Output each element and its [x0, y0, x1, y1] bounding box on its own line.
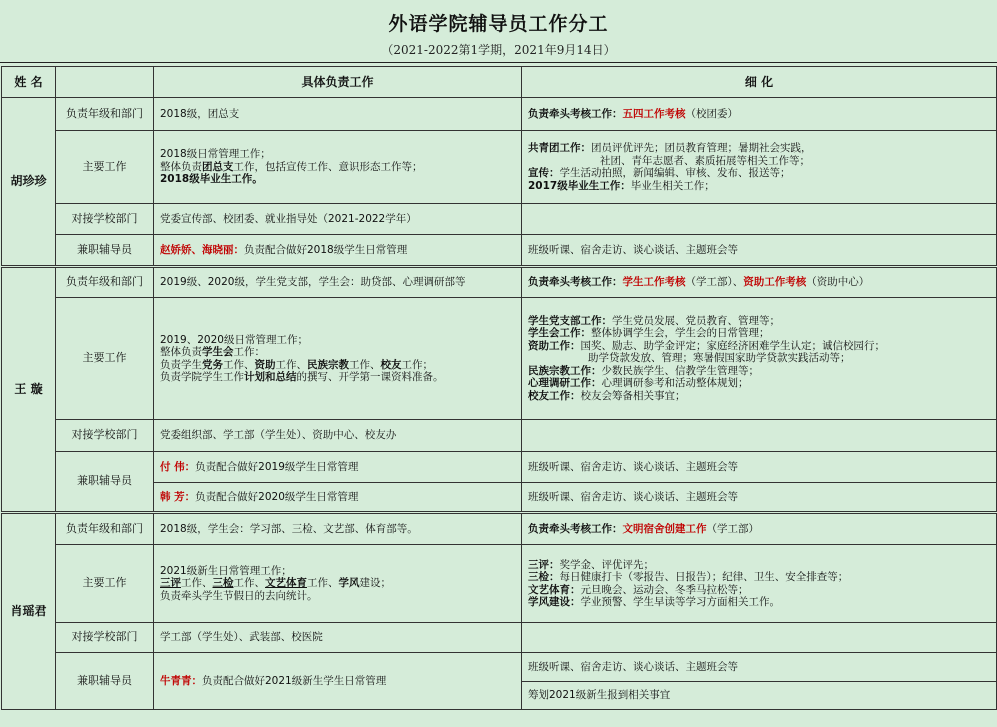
grade-detail-highlight: 文明宿舍创建工作	[622, 522, 707, 535]
part-detail: 筹划2021级新生报到相关事宜	[522, 682, 997, 710]
grade-value: 2018级，学生会：学习部、三检、文艺部、体育部等。	[154, 513, 522, 545]
title-block	[0, 0, 997, 63]
grade-label: 负责年级和部门	[56, 267, 154, 298]
table-row	[2, 98, 997, 131]
main-line: 负责学院学生工作计划和总结的撰写、开学第一课资料准备。	[160, 371, 444, 383]
main-work	[154, 131, 522, 204]
detail-line: 校友工作：校友会筹备相关事宜；	[528, 389, 686, 402]
grade-value: 2019级、2020级，学生党支部，学生会：助贷部、心理调研部等	[154, 267, 522, 298]
main-line: 整体负责团总支工作，包括宣传工作、意识形态工作等；	[160, 160, 423, 173]
detail-line: 三评：奖学金、评优评先；	[528, 558, 654, 571]
detail-line: 资助工作：国奖、励志、助学金评定；家庭经济困难学生认定；诚信校园行；	[528, 339, 885, 352]
person-name: 肖瑶君	[2, 513, 56, 710]
part-person: 赵娇娇、海晓丽：	[160, 243, 244, 256]
part-value: 韩 芳：负责配合做好2020级学生日常管理	[154, 483, 522, 513]
grade-detail-highlight: 资助工作考核	[743, 276, 807, 289]
detail-line: 共青团工作：团员评优评先；团员教育管理；暑期社会实践，	[528, 142, 812, 154]
main-label: 主要工作	[56, 545, 154, 623]
detail-line: 文艺体育：元旦晚会、运动会、冬季马拉松等；	[528, 583, 749, 596]
grade-detail-suffix: （校团委）	[685, 107, 738, 120]
dock-detail	[522, 204, 997, 235]
detail-line: 社团、青年志愿者、素质拓展等相关工作等；	[600, 154, 810, 167]
grade-detail-highlight: 五四工作考核	[622, 107, 686, 120]
duty-table	[1, 66, 997, 710]
main-detail	[522, 298, 997, 420]
part-label: 兼职辅导员	[56, 235, 154, 267]
part-label: 兼职辅导员	[56, 452, 154, 513]
main-line: 负责学生党务工作、资助工作、民族宗教工作、校友工作；	[160, 358, 433, 371]
page-subtitle: （2021-2022第1学期，2021年9月14日）	[381, 43, 616, 57]
table-row	[2, 545, 997, 623]
grade-detail	[522, 98, 997, 131]
part-person: 韩 芳：	[160, 490, 196, 503]
table-row	[2, 298, 997, 420]
table-row	[2, 235, 997, 267]
part-value: 赵娇娇、海晓丽：负责配合做好2018级学生日常管理	[154, 235, 522, 267]
detail-line: 心理调研工作：心理调研参考和活动整体规划；	[528, 377, 749, 390]
dock-value: 学工部（学生处）、武装部、校医院	[154, 623, 522, 653]
part-detail: 班级听课、宿舍走访、谈心谈话、主题班会等	[522, 653, 997, 682]
dock-value: 党委组织部、学工部（学生处）、资助中心、校友办	[154, 420, 522, 452]
dock-label: 对接学校部门	[56, 204, 154, 235]
grade-detail: 负责牵头考核工作：文明宿舍创建工作（学工部）	[522, 513, 997, 545]
main-line: 负责牵头学生节假日的去向统计。	[160, 589, 318, 602]
detail-line: 助学贷款发放、管理；寒暑假国家助学贷款实践活动等；	[588, 352, 851, 365]
part-value: 付 伟：负责配合做好2019级学生日常管理	[154, 452, 522, 483]
table-row	[2, 131, 997, 204]
part-value: 牛青青：负责配合做好2021级新生学生日常管理	[154, 653, 522, 710]
header-detail: 细 化	[522, 67, 997, 98]
dock-value: 党委宣传部、校团委、就业指导处（2021-2022学年）	[154, 204, 522, 235]
part-detail: 班级听课、宿舍走访、谈心谈话、主题班会等	[522, 483, 997, 513]
main-detail	[522, 545, 997, 623]
main-line: 2021级新生日常管理工作；	[160, 564, 292, 577]
header-blank	[56, 67, 154, 98]
dock-label: 对接学校部门	[56, 623, 154, 653]
header-work: 具体负责工作	[154, 67, 522, 98]
grade-label: 负责年级和部门	[56, 98, 154, 131]
main-line: 2018级毕业生工作。	[160, 173, 263, 186]
table-row	[2, 513, 997, 545]
page-title: 外语学院辅导员工作分工	[388, 13, 609, 35]
main-line: 2018级日常管理工作；	[160, 148, 271, 161]
part-detail: 班级听课、宿舍走访、谈心谈话、主题班会等	[522, 235, 997, 267]
person-name: 王 璇	[2, 267, 56, 513]
dock-detail	[522, 623, 997, 653]
table-row	[2, 204, 997, 235]
grade-detail: 负责牵头考核工作：学生工作考核（学工部）、资助工作考核（资助中心）	[522, 267, 997, 298]
part-person: 牛青青：	[160, 674, 202, 687]
main-label: 主要工作	[56, 131, 154, 204]
main-detail	[522, 131, 997, 204]
main-line: 整体负责学生会工作：	[160, 346, 265, 358]
main-work	[154, 298, 522, 420]
detail-line: 学生党支部工作：学生党员发展、党员教育、管理等；	[528, 314, 780, 327]
part-detail: 班级听课、宿舍走访、谈心谈话、主题班会等	[522, 452, 997, 483]
person-name: 胡珍珍	[2, 98, 56, 267]
main-label: 主要工作	[56, 298, 154, 420]
table-row	[2, 623, 997, 653]
table-row	[2, 653, 997, 682]
part-person: 付 伟：	[160, 460, 196, 473]
grade-detail-prefix: 负责牵头考核工作：	[528, 107, 623, 120]
table-row	[2, 267, 997, 298]
detail-line: 民族宗教工作：少数民族学生、信教学生管理等；	[528, 364, 759, 377]
main-line: 三评工作、三检工作、文艺体育工作、学风建设；	[160, 577, 391, 590]
main-work	[154, 545, 522, 623]
detail-line: 学风建设：学业预警、学生早读等学习方面相关工作。	[528, 596, 780, 608]
dock-label: 对接学校部门	[56, 420, 154, 452]
dock-detail	[522, 420, 997, 452]
grade-label: 负责年级和部门	[56, 513, 154, 545]
header-name: 姓 名	[2, 67, 56, 98]
part-label: 兼职辅导员	[56, 653, 154, 710]
main-line: 2019、2020级日常管理工作；	[160, 333, 308, 346]
detail-line: 宣传：学生活动拍照，新闻编辑、审核、发布、报送等；	[528, 167, 791, 179]
detail-line: 2017级毕业生工作：毕业生相关工作；	[528, 179, 715, 192]
table-row	[2, 452, 997, 483]
detail-line: 学生会工作：整体协调学生会，学生会的日常管理；	[528, 327, 770, 340]
grade-detail-highlight: 学生工作考核	[622, 276, 686, 289]
grade-value: 2018级，团总支	[154, 98, 522, 131]
detail-line: 三检：每日健康打卡（零报告、日报告）；纪律、卫生、安全排查等；	[528, 571, 849, 583]
table-row	[2, 420, 997, 452]
header-row	[2, 67, 997, 98]
